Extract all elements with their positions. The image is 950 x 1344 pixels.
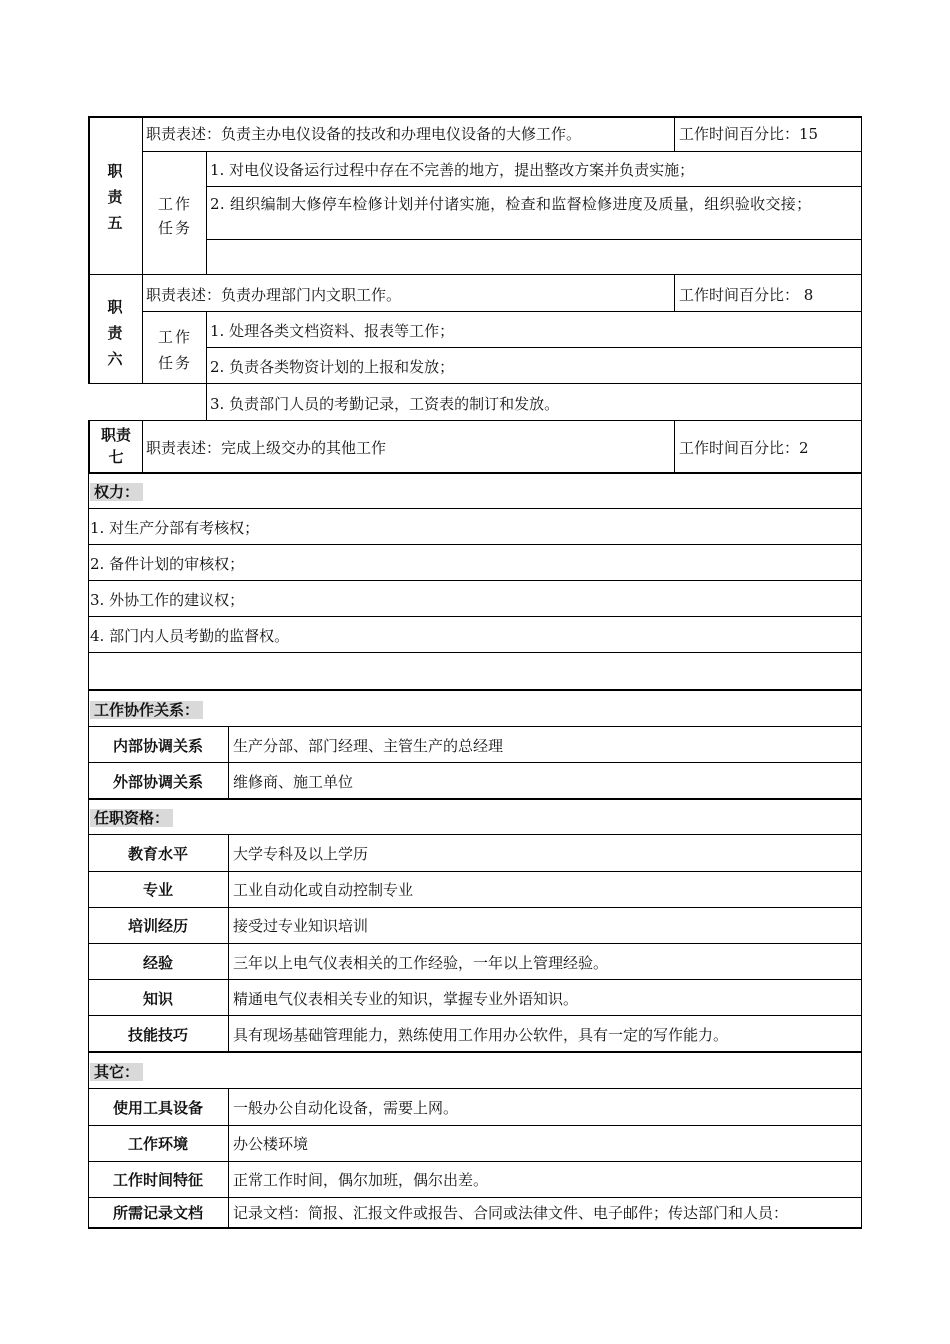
duty7-time-percent: 工作时间百分比：2 xyxy=(679,439,809,457)
power-item-2: 2. 备件计划的审核权； xyxy=(90,555,245,573)
duty5-time-percent: 工作时间百分比：15 xyxy=(679,125,819,143)
qual-knowledge-label: 知识 xyxy=(142,990,173,1008)
qual-major-label: 专业 xyxy=(142,881,173,899)
other-environment-label: 工作环境 xyxy=(127,1135,188,1153)
other-records-label: 所需记录文档 xyxy=(112,1204,203,1222)
coop-internal-value: 生产分部、部门经理、主管生产的总经理 xyxy=(233,737,504,755)
coop-external-value: 维修商、施工单位 xyxy=(233,773,354,791)
qual-knowledge-value: 精通电气仪表相关专业的知识，掌握专业外语知识。 xyxy=(233,990,579,1008)
qual-skills-label: 技能技巧 xyxy=(127,1026,188,1044)
duty6-task-1: 1. 处理各类文档资料、报表等工作； xyxy=(210,322,455,340)
qual-skills-value: 具有现场基础管理能力，熟练使用工作用办公软件，具有一定的写作能力。 xyxy=(233,1026,729,1044)
other-tools-label: 使用工具设备 xyxy=(112,1099,203,1117)
other-records-value: 记录文档：简报、汇报文件或报告、合同或法律文件、电子邮件；传达部门和人员： xyxy=(233,1204,789,1222)
duty5-task-1: 1. 对电仪设备运行过程中存在不完善的地方，提出整改方案并负责实施； xyxy=(210,161,695,179)
duty5-label: 职责五 xyxy=(107,162,123,232)
other-environment-value: 办公楼环境 xyxy=(233,1135,309,1153)
duty5-task-2: 2. 组织编制大修停车检修计划并付诸实施，检查和监督检修进度及质量，组织验收交接； xyxy=(210,195,812,213)
other-tools-value: 一般办公自动化设备，需要上网。 xyxy=(233,1099,459,1117)
qual-training-label: 培训经历 xyxy=(127,917,188,935)
qualification-title: 任职资格： xyxy=(90,809,173,827)
duty6-label: 职责六 xyxy=(107,298,123,368)
duty6-task-label: 工作任务 xyxy=(157,328,192,372)
qual-training-value: 接受过专业知识培训 xyxy=(233,917,369,935)
cooperation-title: 工作协作关系： xyxy=(90,701,203,719)
qual-experience-value: 三年以上电气仪表相关的工作经验，一年以上管理经验。 xyxy=(233,954,609,972)
coop-internal-label: 内部协调关系 xyxy=(112,737,203,755)
other-worktime-label: 工作时间特征 xyxy=(112,1171,203,1189)
power-title: 权力： xyxy=(90,483,143,501)
duty5-description: 职责表述：负责主办电仪设备的技改和办理电仪设备的大修工作。 xyxy=(146,125,582,143)
duty6-description: 职责表述：负责办理部门内文职工作。 xyxy=(146,286,402,304)
power-item-3: 3. 外协工作的建议权； xyxy=(90,591,245,609)
duty6-task-3: 3. 负责部门人员的考勤记录，工资表的制订和发放。 xyxy=(210,395,560,413)
qual-experience-label: 经验 xyxy=(142,954,173,972)
duty6-time-percent: 工作时间百分比： 8 xyxy=(679,286,814,304)
power-item-4: 4. 部门内人员考勤的监督权。 xyxy=(90,627,290,645)
duty6-task-2: 2. 负责各类物资计划的上报和发放； xyxy=(210,358,455,376)
other-worktime-value: 正常工作时间，偶尔加班，偶尔出差。 xyxy=(233,1171,489,1189)
power-item-1: 1. 对生产分部有考核权； xyxy=(90,519,260,537)
coop-external-label: 外部协调关系 xyxy=(112,773,203,791)
qual-education-value: 大学专科及以上学历 xyxy=(233,845,369,863)
qual-education-label: 教育水平 xyxy=(127,845,188,863)
qual-major-value: 工业自动化或自动控制专业 xyxy=(233,881,414,899)
other-title: 其它： xyxy=(90,1063,143,1081)
duty7-label: 职责七 xyxy=(100,426,131,466)
duty5-task-label: 工作任务 xyxy=(157,195,192,237)
duty7-description: 职责表述：完成上级交办的其他工作 xyxy=(146,439,387,457)
